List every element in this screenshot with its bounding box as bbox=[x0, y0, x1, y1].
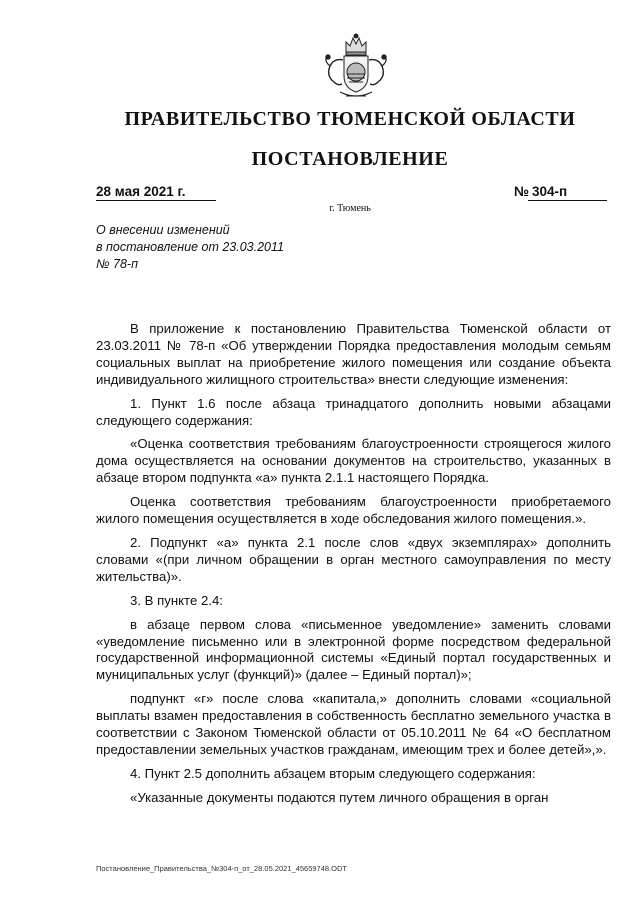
document-number-label: № bbox=[514, 184, 530, 199]
subject-line: № 78-п bbox=[96, 257, 138, 271]
body-paragraph: 1. Пункт 1.6 после абзаца тринадцатого дополнить новыми абзацами следующего содержания: bbox=[96, 395, 611, 428]
document-body bbox=[96, 321, 611, 814]
subject-line: О внесении изменений bbox=[96, 223, 230, 237]
body-paragraph: 2. Подпункт «а» пункта 2.1 после слов «двух экземплярах» дополнить словами «(при личном обращении в орган местного самоуправления по месту жительства)». bbox=[96, 534, 611, 584]
document-subject bbox=[96, 222, 356, 273]
body-paragraph: «Указанные документы подаются путем личного обращения в орган bbox=[130, 789, 549, 805]
body-paragraph: 4. Пункт 2.5 дополнить абзацем вторым следующего содержания: bbox=[130, 765, 536, 781]
body-paragraph: 3. В пункте 2.4: bbox=[130, 592, 223, 608]
body-paragraph: в абзаце первом слова «письменное уведомление» заменить словами «уведомление письменно или в электронной форме посредством федеральной государственной информационной системы «Единый портал государственных и муниципальных услуг (функций)» (далее – Единый портал)»; bbox=[96, 616, 611, 683]
subject-line: в постановление от 23.03.2011 bbox=[96, 240, 284, 254]
document-type-heading: ПОСТАНОВЛЕНИЕ bbox=[251, 148, 449, 170]
document-number: 304-п bbox=[528, 184, 607, 201]
document-footer-filename: Постановление_Правительства_№304-п_от_28.05.2021_45659748.ODT bbox=[96, 864, 347, 873]
body-paragraph: «Оценка соответствия требованиям благоустроенности строящегося жилого дома осуществляется на основании документов на строительство, указанных в абзаце втором подпункта «а» пункта 2.1.1 настоящего Порядка. bbox=[96, 436, 611, 486]
coat-of-arms-emblem bbox=[316, 30, 396, 110]
document-city: г. Тюмень bbox=[329, 203, 371, 214]
body-paragraph: В приложение к постановлению Правительства Тюменской области от 23.03.2011 № 78-п «Об утверждении Порядка предоставления молодым семьям социальных выплат на приобретение жилого помещения или создание объекта индивидуального жилищного строительства» внести следующие изменения: bbox=[96, 321, 611, 387]
document-date: 28 мая 2021 г. bbox=[96, 184, 216, 201]
government-title: ПРАВИТЕЛЬСТВО ТЮМЕНСКОЙ ОБЛАСТИ bbox=[124, 108, 576, 130]
body-paragraph: Оценка соответствия требованиям благоустроенности приобретаемого жилого помещения осуществляется в ходе обследования жилого помещения.». bbox=[96, 494, 611, 527]
body-paragraph: подпункт «г» после слова «капитала,» дополнить словами «социальной выплаты взамен предоставления в собственность бесплатно земельного участка в соответствии с Законом Тюменской области от 05.10.2011 № 64 «О бесплатном предоставлении земельных участков гражданам, имеющим трех и более детей»,». bbox=[96, 691, 611, 757]
